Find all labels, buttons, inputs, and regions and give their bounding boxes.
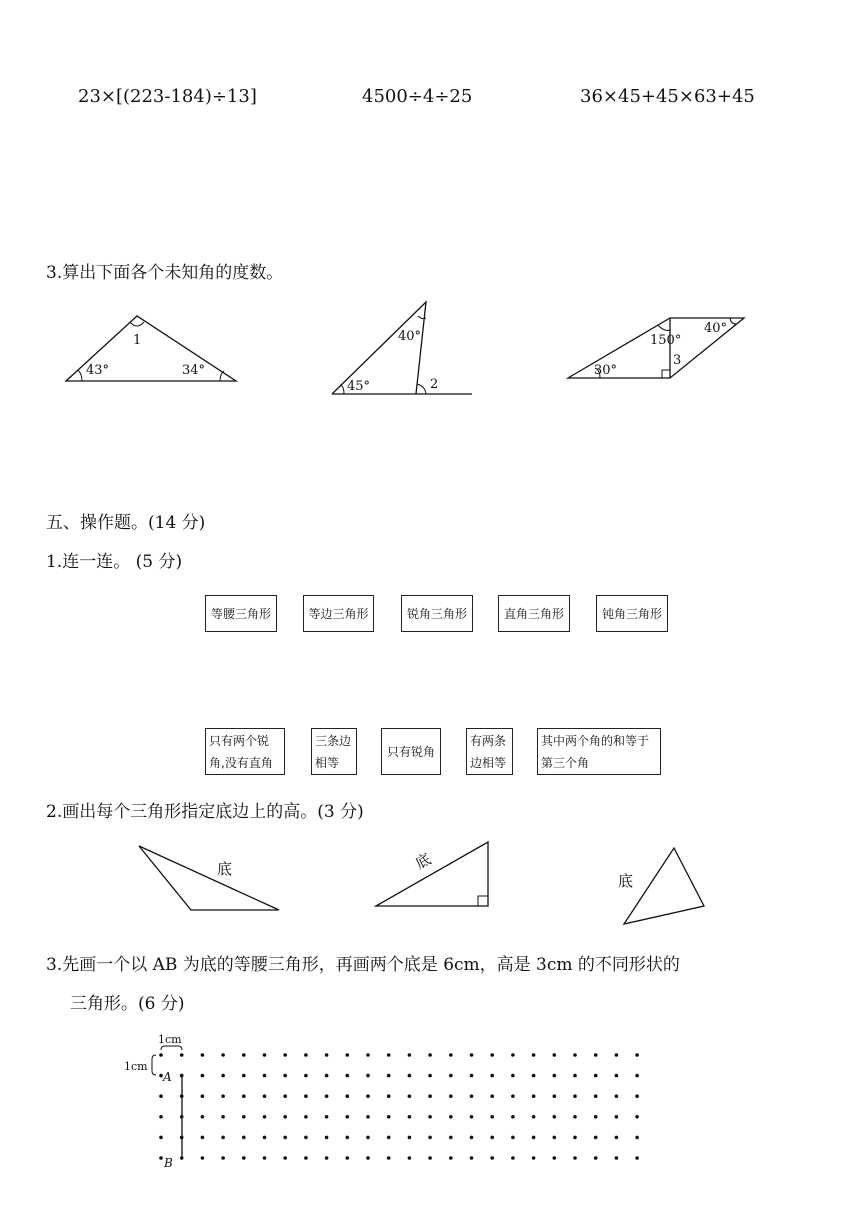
angle-43-label: 43°: [86, 363, 110, 378]
grid-dot: [263, 1115, 267, 1119]
grid-dot: [511, 1156, 515, 1160]
question-height-title: 2.画出每个三角形指定底边上的高。(3 分): [46, 802, 364, 822]
grid-dot: [242, 1074, 246, 1078]
grid-dot: [325, 1136, 329, 1140]
base-label-2: 底: [412, 849, 434, 873]
grid-dot: [283, 1074, 287, 1078]
grid-dot: [532, 1156, 536, 1160]
grid-dot: [159, 1053, 163, 1057]
box-isosceles: 等腰三角形: [205, 595, 277, 632]
grid-dot: [325, 1074, 329, 1078]
grid-dot: [346, 1074, 350, 1078]
grid-dot: [201, 1136, 205, 1140]
grid-dot: [283, 1115, 287, 1119]
grid-dot: [304, 1053, 308, 1057]
box-desc-2-line2: 相等: [315, 755, 340, 770]
grid-dot: [408, 1094, 412, 1098]
grid-dot: [573, 1115, 577, 1119]
grid-dot: [428, 1136, 432, 1140]
grid-dot: [615, 1074, 619, 1078]
grid-dot: [304, 1074, 308, 1078]
grid-dot: [449, 1136, 453, 1140]
grid-dot: [408, 1053, 412, 1057]
grid-dot: [201, 1156, 205, 1160]
grid-dot: [242, 1053, 246, 1057]
grid-dot: [242, 1094, 246, 1098]
grid-dot: [470, 1136, 474, 1140]
grid-dot: [635, 1156, 639, 1160]
grid-dot: [635, 1115, 639, 1119]
box-desc-5-line1: 其中两个角的和等于: [541, 733, 650, 748]
grid-dot: [366, 1053, 370, 1057]
grid-dot: [553, 1074, 557, 1078]
grid-dot: [470, 1094, 474, 1098]
grid-dot: [366, 1074, 370, 1078]
unit-vertical-label: 1cm: [124, 1060, 148, 1073]
grid-dot: [594, 1136, 598, 1140]
grid-dot: [304, 1136, 308, 1140]
grid-dot: [470, 1074, 474, 1078]
grid-dot: [201, 1074, 205, 1078]
grid-dot: [325, 1094, 329, 1098]
grid-dot: [408, 1115, 412, 1119]
grid-dot: [490, 1115, 494, 1119]
grid-dot: [201, 1094, 205, 1098]
grid-dot: [346, 1053, 350, 1057]
grid-dot: [635, 1094, 639, 1098]
grid-dot: [263, 1136, 267, 1140]
grid-dot: [159, 1094, 163, 1098]
grid-dot: [615, 1156, 619, 1160]
grid-dot: [428, 1156, 432, 1160]
point-a-label: A: [163, 1070, 172, 1084]
grid-dot: [594, 1053, 598, 1057]
grid-dot: [594, 1074, 598, 1078]
grid-dot: [511, 1053, 515, 1057]
grid-dot: [159, 1136, 163, 1140]
grid-dot: [470, 1115, 474, 1119]
grid-dot: [180, 1053, 184, 1057]
grid-dot: [408, 1136, 412, 1140]
grid-dot: [470, 1053, 474, 1057]
box-desc-2-line1: 三条边: [315, 733, 352, 748]
grid-dot: [615, 1094, 619, 1098]
grid-dot: [594, 1156, 598, 1160]
question-angles-title: 3.算出下面各个未知角的度数。: [46, 263, 284, 283]
grid-dot: [283, 1136, 287, 1140]
grid-dot: [242, 1156, 246, 1160]
grid-dot: [221, 1053, 225, 1057]
grid-dot: [490, 1136, 494, 1140]
grid-dot: [366, 1156, 370, 1160]
grid-dot: [511, 1074, 515, 1078]
grid-dot: [387, 1156, 391, 1160]
grid-dot: [263, 1053, 267, 1057]
grid-dot: [201, 1115, 205, 1119]
grid-dot: [304, 1156, 308, 1160]
grid-dot: [366, 1115, 370, 1119]
grid-dot: [449, 1094, 453, 1098]
grid-dot: [159, 1115, 163, 1119]
box-right: 直角三角形: [498, 595, 570, 632]
grid-dot: [263, 1094, 267, 1098]
grid-dot: [242, 1136, 246, 1140]
grid-dot: [387, 1074, 391, 1078]
grid-dot: [428, 1094, 432, 1098]
grid-dot: [263, 1156, 267, 1160]
box-desc-1-line2: 角,没有直角: [209, 755, 273, 770]
point-b-label: B: [164, 1156, 173, 1170]
grid-dot: [304, 1115, 308, 1119]
grid-dot: [635, 1136, 639, 1140]
grid-dot: [325, 1053, 329, 1057]
grid-dot: [449, 1156, 453, 1160]
angle-30-label: 30°: [594, 363, 618, 378]
grid-dot: [366, 1094, 370, 1098]
angle-2-label: 2: [430, 377, 439, 392]
grid-dot: [553, 1136, 557, 1140]
grid-dot: [346, 1136, 350, 1140]
grid-dot: [635, 1053, 639, 1057]
grid-dot: [325, 1115, 329, 1119]
grid-dot: [511, 1115, 515, 1119]
grid-dot: [490, 1094, 494, 1098]
angle-40b-label: 40°: [704, 321, 728, 336]
grid-dot: [573, 1156, 577, 1160]
question-connect-title: 1.连一连。 (5 分): [46, 552, 183, 572]
grid-dot: [511, 1136, 515, 1140]
expression-2: 4500÷4÷25: [362, 86, 473, 107]
grid-dot: [242, 1115, 246, 1119]
grid-dot: [532, 1094, 536, 1098]
grid-dot: [408, 1156, 412, 1160]
grid-dot: [159, 1156, 163, 1160]
grid-dot: [490, 1053, 494, 1057]
grid-dot: [490, 1156, 494, 1160]
grid-dot: [201, 1053, 205, 1057]
grid-dot: [573, 1094, 577, 1098]
grid-dot: [470, 1156, 474, 1160]
box-acute: 锐角三角形: [401, 595, 473, 632]
base-label-3: 底: [618, 872, 634, 890]
grid-dot: [366, 1136, 370, 1140]
grid-dot: [449, 1074, 453, 1078]
grid-dot: [283, 1094, 287, 1098]
grid-dot: [532, 1074, 536, 1078]
unit-horizontal-label: 1cm: [158, 1033, 182, 1046]
grid-dot: [635, 1074, 639, 1078]
grid-dot: [263, 1074, 267, 1078]
box-obtuse: 钝角三角形: [596, 595, 668, 632]
grid-dot: [283, 1053, 287, 1057]
grid-dot: [573, 1074, 577, 1078]
angle-45-label: 45°: [347, 379, 371, 394]
grid-dot: [511, 1094, 515, 1098]
question-draw-title-line2: 三角形。(6 分): [70, 994, 185, 1014]
grid-dot: [573, 1053, 577, 1057]
grid-dot: [594, 1094, 598, 1098]
section-title: 五、操作题。(14 分): [46, 513, 206, 533]
grid-dot: [346, 1115, 350, 1119]
expression-3: 36×45+45×63+45: [580, 86, 755, 107]
box-desc-4-line1: 有两条: [470, 733, 507, 748]
grid-dot: [532, 1053, 536, 1057]
grid-dot: [387, 1115, 391, 1119]
grid-dot: [553, 1156, 557, 1160]
grid-dot: [387, 1053, 391, 1057]
grid-dot: [428, 1074, 432, 1078]
grid-dot: [594, 1115, 598, 1119]
grid-dot: [221, 1074, 225, 1078]
box-equilateral: 等边三角形: [303, 595, 374, 632]
grid-dot: [283, 1156, 287, 1160]
box-desc-5-line2: 第三个角: [541, 755, 590, 770]
grid-dot: [615, 1115, 619, 1119]
angle-150-label: 150°: [650, 333, 682, 348]
box-desc-1-line1: 只有两个锐: [209, 733, 270, 748]
grid-dot: [325, 1156, 329, 1160]
grid-dot: [304, 1094, 308, 1098]
grid-dot: [532, 1136, 536, 1140]
grid-dot: [532, 1115, 536, 1119]
angle-1-label: 1: [133, 333, 142, 348]
grid-dot: [449, 1053, 453, 1057]
base-label-1: 底: [217, 860, 233, 878]
grid-dot: [553, 1094, 557, 1098]
grid-dot: [221, 1136, 225, 1140]
grid-dot: [553, 1053, 557, 1057]
question-draw-title-line1: 3.先画一个以 AB 为底的等腰三角形，再画两个底是 6cm，高是 3cm 的不同形状的: [46, 955, 680, 975]
grid-dot: [221, 1115, 225, 1119]
grid-dot: [490, 1074, 494, 1078]
box-desc-4-line2: 边相等: [470, 755, 507, 770]
grid-dot: [428, 1115, 432, 1119]
grid-dot: [221, 1156, 225, 1160]
angle-40-label: 40°: [398, 329, 422, 344]
grid-dot: [428, 1053, 432, 1057]
angle-3-label: 3: [673, 353, 682, 368]
angle-34-label: 34°: [182, 363, 206, 378]
box-desc-3-line1: 只有锐角: [386, 744, 435, 759]
grid-dot: [408, 1074, 412, 1078]
grid-dot: [387, 1136, 391, 1140]
grid-dot: [615, 1136, 619, 1140]
grid-dot: [346, 1094, 350, 1098]
grid-dot: [221, 1094, 225, 1098]
grid-dot: [449, 1115, 453, 1119]
grid-dot: [615, 1053, 619, 1057]
grid-dot: [346, 1156, 350, 1160]
grid-dot: [387, 1094, 391, 1098]
expression-1: 23×[(223-184)÷13]: [78, 86, 257, 107]
grid-dot: [553, 1115, 557, 1119]
grid-dot: [573, 1136, 577, 1140]
